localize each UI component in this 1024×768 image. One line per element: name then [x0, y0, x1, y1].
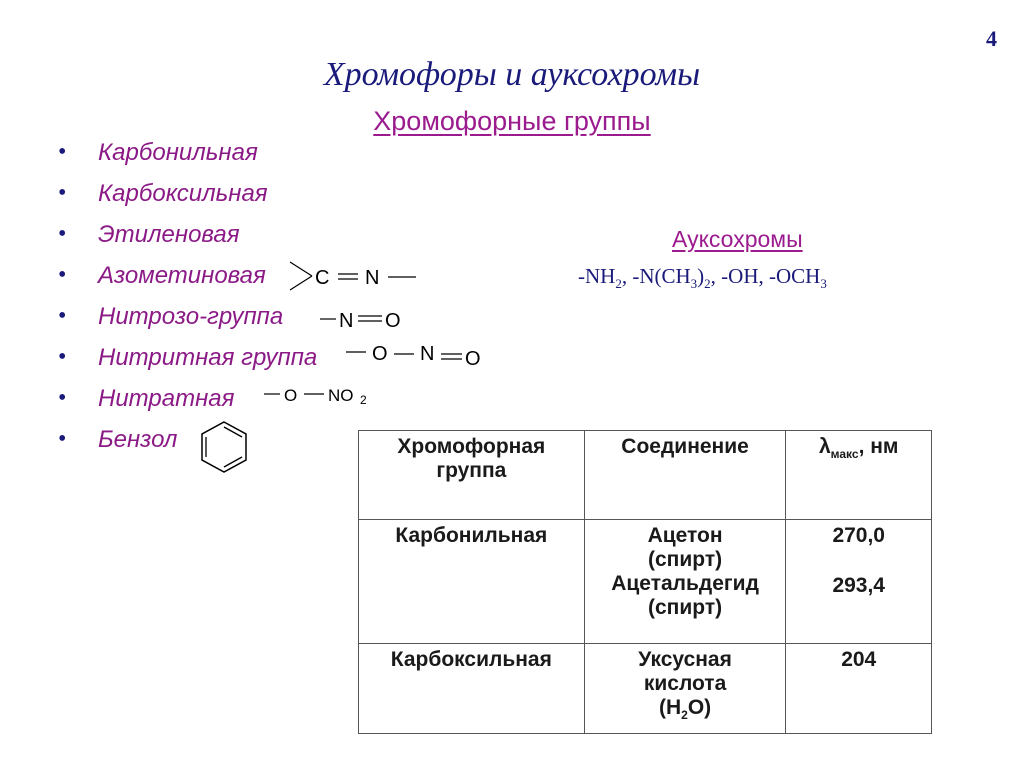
- oxygen-atom: O: [465, 348, 481, 370]
- bullet-icon: •: [58, 344, 67, 370]
- lambda-value: 204: [841, 648, 877, 671]
- compound-line: [591, 696, 780, 727]
- chromophore-table: [358, 430, 932, 734]
- lambda-value: 293,4: [832, 574, 885, 597]
- oxygen-atom: O: [372, 343, 388, 365]
- hydroxyl-group: -OH: [721, 264, 759, 288]
- bullet-icon: •: [58, 139, 67, 165]
- azomethine-formula: [286, 256, 426, 296]
- header-lambda: [786, 431, 932, 520]
- nitrogen-atom: N: [420, 343, 435, 365]
- nitro-subscript: 2: [360, 393, 367, 407]
- nitrite-formula: [344, 340, 494, 372]
- table-header-row: [359, 431, 932, 520]
- oxygen-atom: O: [385, 310, 401, 332]
- group-label: Нитритная группа: [98, 344, 318, 371]
- cell-compound: [584, 644, 786, 734]
- header-group: [359, 431, 585, 520]
- group-label: Нитратная: [98, 385, 235, 412]
- list-item: [58, 173, 317, 214]
- bullet-icon: •: [58, 303, 67, 329]
- bullet-icon: •: [58, 385, 67, 411]
- group-label: Карбонильная: [98, 139, 258, 166]
- cell-compound: [584, 520, 786, 644]
- auxochromes-list: $-NH_2$, $-N(CH_3)_2$, -OH, $-OCH_3$: [578, 264, 827, 292]
- header-compound: [584, 431, 786, 520]
- solvent-text: O): [687, 696, 712, 719]
- lambda-subscript: макс: [830, 447, 859, 462]
- compound-line: Ацетон: [647, 524, 723, 547]
- header-text: Соединение: [621, 435, 749, 458]
- lambda-symbol: λ: [818, 435, 831, 458]
- cell-lambda: [786, 644, 932, 734]
- bullet-icon: •: [58, 180, 67, 206]
- table-row: [359, 644, 932, 734]
- page-number: 4: [986, 26, 997, 51]
- table-row: [359, 520, 932, 644]
- oxygen-atom: O: [284, 386, 298, 405]
- methoxy-group: -OCH: [768, 264, 821, 288]
- cell-group: [359, 644, 585, 734]
- cell-group: [359, 520, 585, 644]
- group-label: Карбоксильная: [98, 180, 268, 207]
- dimethylamino-group: -N(CH: [632, 264, 691, 288]
- list-item: [58, 214, 317, 255]
- subtitle-text: Хромофорные группы: [373, 106, 651, 136]
- list-item: [58, 132, 317, 173]
- benzene-ring-icon: [196, 418, 252, 478]
- nitroso-formula: [318, 304, 418, 334]
- compound-line: (спирт): [648, 548, 723, 571]
- solvent-text: (H: [658, 696, 682, 719]
- compound-line: кислота: [643, 672, 727, 695]
- list-item: [58, 296, 317, 337]
- group-label: Азометиновая: [98, 262, 266, 289]
- spacer: [792, 548, 925, 574]
- subscript: 2: [615, 276, 622, 292]
- subscript: 3: [690, 276, 698, 292]
- list-item: [58, 337, 317, 378]
- nitrogen-atom: N: [339, 310, 354, 332]
- nitro-group-text: NO: [328, 386, 354, 405]
- group-label: Этиленовая: [98, 221, 240, 248]
- carbon-atom: C: [315, 267, 330, 289]
- subscript: 2: [704, 276, 711, 292]
- compound-line: Ацетальдегид: [611, 572, 759, 595]
- lambda-value: 270,0: [832, 524, 885, 547]
- cell-text: Карбоксильная: [390, 648, 552, 671]
- lambda-unit: , нм: [858, 435, 899, 458]
- nitrate-formula: [262, 382, 382, 412]
- header-text: Хромофорная группа: [397, 435, 546, 482]
- bullet-icon: •: [58, 221, 67, 247]
- page-title: Хромофоры и ауксохромы: [323, 56, 701, 93]
- bullet-icon: •: [58, 262, 67, 288]
- group-label: Бензол: [98, 426, 178, 453]
- subscript: 2: [681, 708, 688, 723]
- cell-lambda: [786, 520, 932, 644]
- paren: ): [697, 264, 705, 288]
- nitrogen-atom: N: [365, 267, 380, 289]
- bullet-icon: •: [58, 426, 67, 452]
- cell-text: Карбонильная: [395, 524, 548, 547]
- amino-group: -NH: [578, 264, 616, 288]
- subscript: 3: [820, 276, 827, 292]
- group-label: Нитрозо-группа: [98, 303, 284, 330]
- compound-line: Уксусная: [638, 648, 732, 671]
- list-item: [58, 419, 317, 460]
- compound-line: (спирт): [648, 596, 723, 619]
- list-item: [58, 255, 317, 296]
- auxochromes-title: Ауксохромы: [672, 226, 803, 252]
